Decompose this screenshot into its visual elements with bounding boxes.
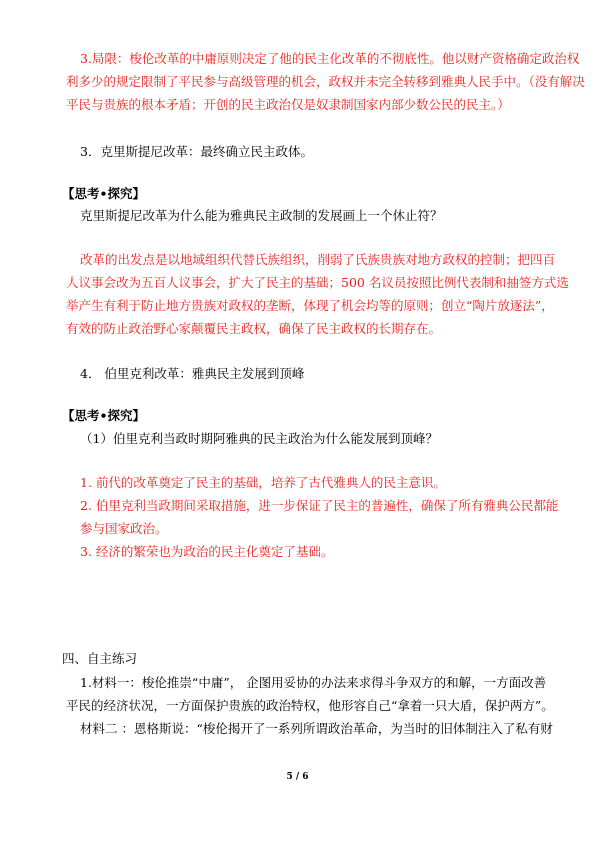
cleisthenes-heading: 3．克里斯提尼改革：最终确立民主政体。 (80, 144, 313, 159)
limitation-line-2: 利多少的规定限制了平民参与高级管理的机会，政权并未完全转移到雅典人民手中。（没有解决 (66, 74, 585, 89)
material-line: 平民的经济状况，一方面保护贵族的政治特权，他形容自己“拿着一只大盾，保护两方”。 (66, 698, 554, 713)
practice-heading: 四、自主练习 (62, 651, 138, 666)
cleisthenes-question: 克里斯提尼改革为什么能为雅典民主政制的发展画上一个休止符？ (80, 208, 443, 223)
think-explore-label-2: 【思考•探究】 (62, 408, 145, 423)
answer-item: 2. 伯里克利当政期间采取措施，进一步保证了民主的普遍性，确保了所有雅典公民都能 (80, 498, 559, 513)
answer-line: 举产生有利于防止地方贵族对政权的垄断，体现了机会均等的原则；创立“陶片放逐法”， (66, 298, 554, 313)
think-explore-label-1: 【思考•探究】 (62, 186, 145, 201)
answer-line: 改革的出发点是以地域组织代替氏族组织，削弱了氏族贵族对地方政权的控制；把四百 (80, 252, 556, 267)
answer-line: 人议事会改为五百人议事会，扩大了民主的基础；500 名议员按照比例代表制和抽签方式选 (66, 275, 569, 290)
answer-item: 参与国家政治。 (80, 521, 168, 536)
limitation-line-1: 3.局限：梭伦改革的中庸原则决定了他的民主化改革的不彻底性。他以财产资格确定政治权 (80, 51, 580, 66)
answer-item: 1. 前代的改革奠定了民主的基础，培养了古代雅典人的民主意识。 (80, 475, 446, 490)
material-line: 材料二 ：恩格斯说：“梭伦揭开了一系列所谓政治革命，为当时的旧体制注入了私有财 (80, 721, 553, 736)
material-line: 1.材料一：梭伦推崇“中庸”， 企图用妥协的办法来求得斗争双方的和解，一方面改善 (80, 675, 547, 690)
pericles-heading: 4． 伯里克利改革：雅典民主发展到顶峰 (80, 366, 305, 381)
page-number: 5 / 6 (286, 772, 309, 782)
answer-line: 有效的防止政治野心家颠覆民主政权，确保了民主政权的长期存在。 (66, 321, 442, 336)
pericles-question: （1）伯里克利当政时期阿雅典的民主政治为什么能发展到顶峰？ (80, 431, 438, 446)
answer-item: 3. 经济的繁荣也为政治的民主化奠定了基础。 (80, 544, 334, 559)
limitation-line-3: 平民与贵族的根本矛盾；开创的民主政治仅是奴隶制国家内部少数公民的民主。） (66, 97, 510, 112)
